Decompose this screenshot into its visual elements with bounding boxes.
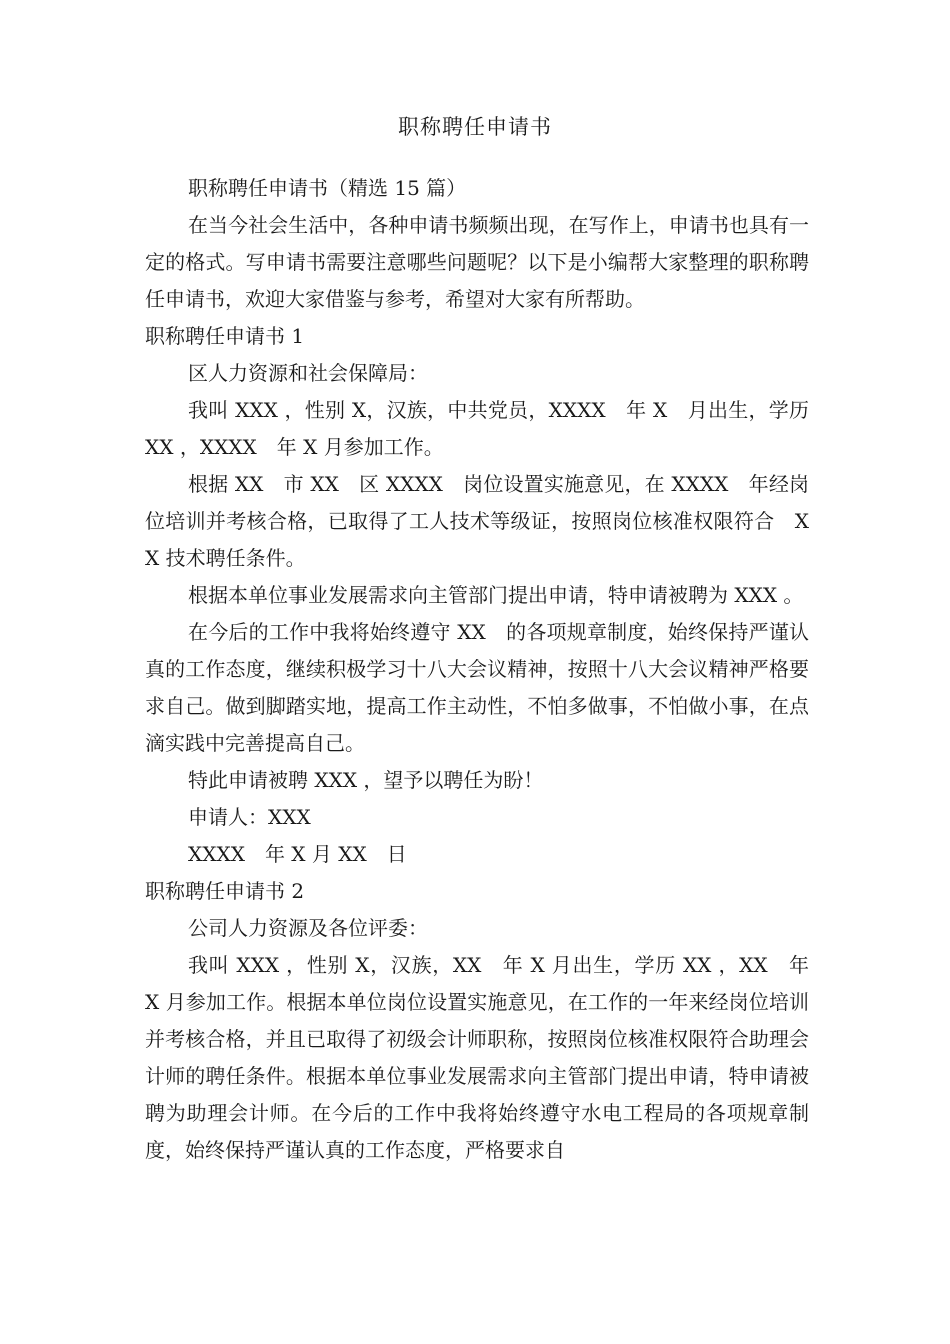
paragraph-salutation-1: 区人力资源和社会保障局： bbox=[188, 361, 428, 385]
document-body bbox=[145, 170, 809, 1169]
section-heading-1: 职称聘任申请书 1 bbox=[145, 324, 305, 348]
paragraph-request-1: 根据本单位事业发展需求向主管部门提出申请，特申请被聘为 XXX 。 bbox=[188, 583, 804, 607]
paragraph-intro: 在当今社会生活中，各种申请书频频出现，在写作上，申请书也具有一定的格式。写申请书需要注意哪些问题呢？以下是小编帮大家整理的职称聘任申请书，欢迎大家借鉴与参考，希望对大家有所帮助。 bbox=[145, 213, 809, 311]
paragraph-subtitle: 职称聘任申请书（精选 15 篇） bbox=[188, 176, 467, 200]
paragraph-body-2: 我叫 XXX ，性别 X，汉族，XX 年 X 月出生，学历 XX ，XX 年 X 月参加工作。根据本单位岗位设置实施意见，在工作的一年来经岗位培训并考核合格，并且已取得了初级会计师职称，按照岗位核准权限符合助理会计师的聘任条件。根据本单位事业发展需求向主管部门提出申请，特申请被聘为助理会计师。在今后的工作中我将始终遵守水电工程局的各项规章制度，始终保持严谨认真的工作态度，严格要求自 bbox=[145, 953, 809, 1162]
paragraph-salutation-2: 公司人力资源及各位评委： bbox=[188, 916, 428, 940]
paragraph-applicant-1: 申请人：XXX bbox=[188, 805, 311, 829]
section-heading-2: 职称聘任申请书 2 bbox=[145, 879, 305, 903]
paragraph-date-1: XXXX 年 X 月 XX 日 bbox=[188, 842, 407, 866]
document-title: 职称聘任申请书 bbox=[398, 115, 552, 139]
paragraph-basis-1: 根据 XX 市 XX 区 XXXX 岗位设置实施意见，在 XXXX 年经岗位培训并考核合格，已取得了工人技术等级证，按照岗位核准权限符合 XX 技术聘任条件。 bbox=[145, 472, 809, 570]
paragraph-closing-1: 特此申请被聘 XXX ，望予以聘任为盼！ bbox=[188, 768, 544, 792]
paragraph-commitment-1: 在今后的工作中我将始终遵守 XX 的各项规章制度，始终保持严谨认真的工作态度，继续积极学习十八大会议精神，按照十八大会议精神严格要求自己。做到脚踏实地，提高工作主动性，不怕多做事，不怕做小事，在点滴实践中完善提高自己。 bbox=[145, 620, 809, 755]
paragraph-self-intro-1: 我叫 XXX ，性别 X，汉族，中共党员，XXXX 年 X 月出生，学历 XX ，XXXX 年 X 月参加工作。 bbox=[145, 398, 809, 459]
